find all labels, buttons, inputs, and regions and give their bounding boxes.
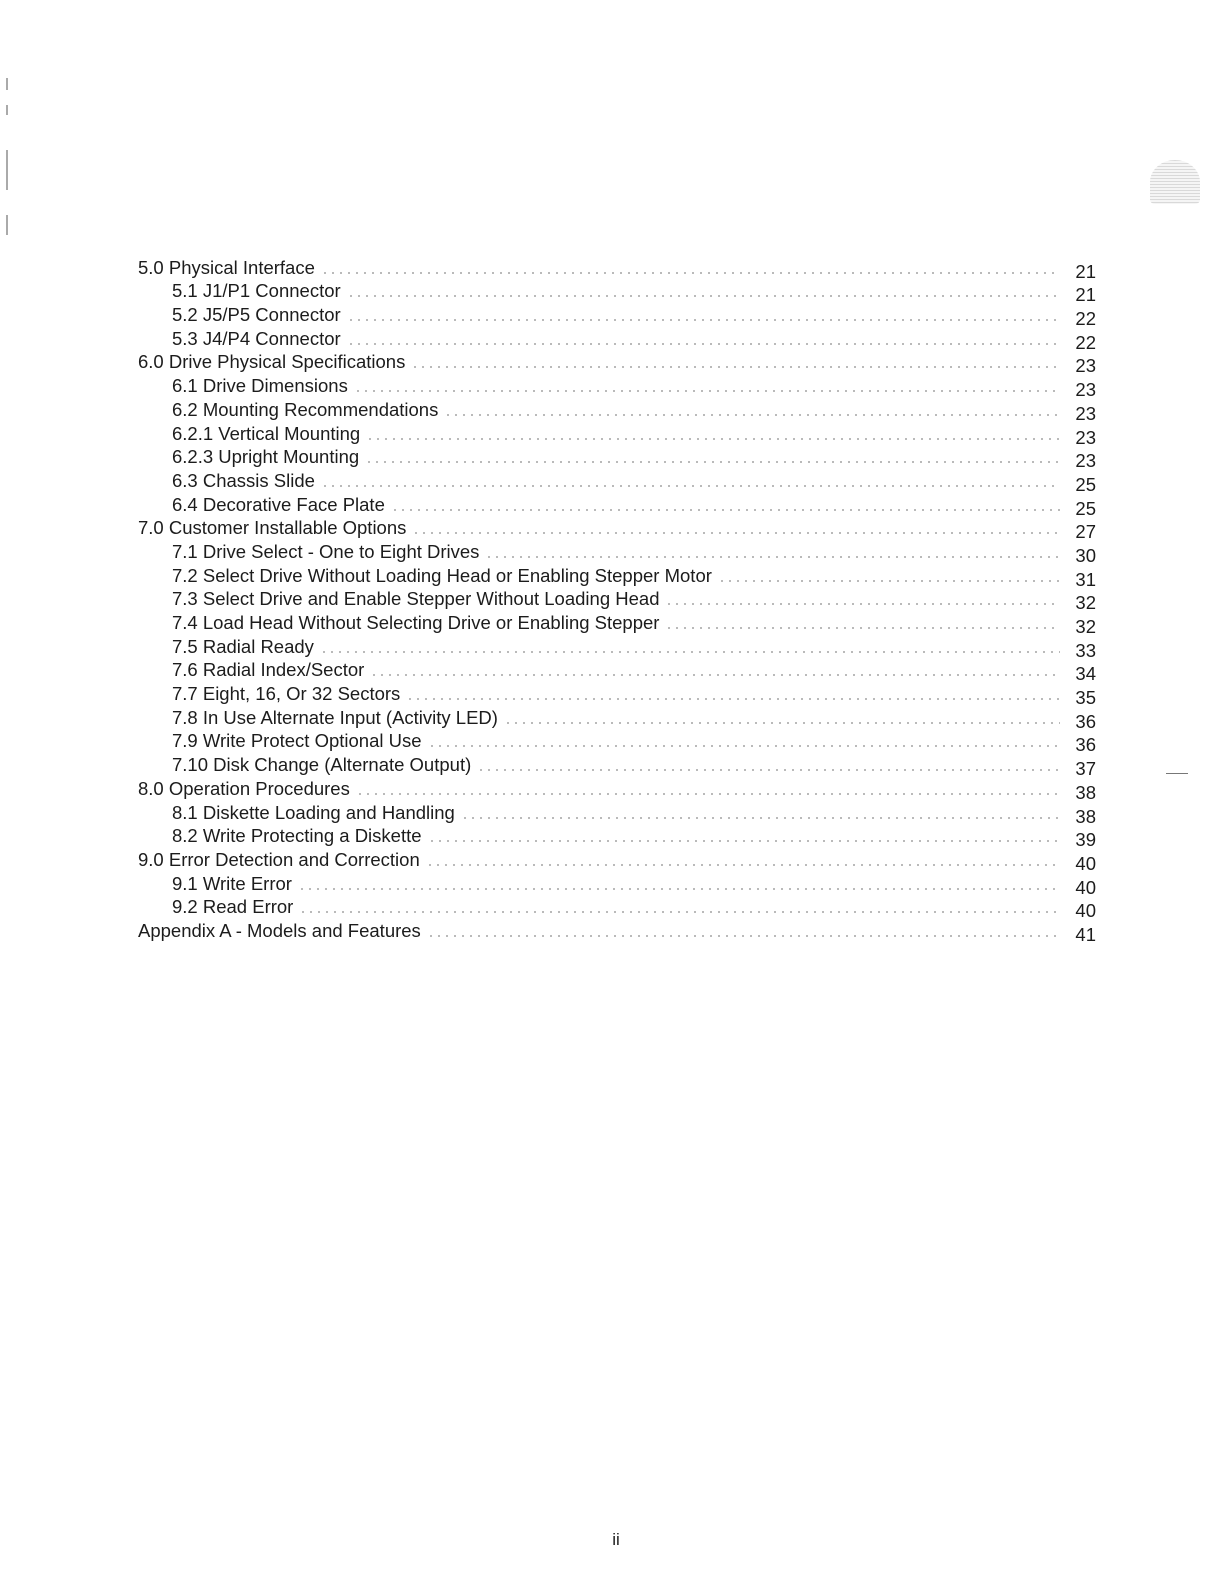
toc-entry (138, 516, 1096, 543)
toc-entry-title: 8.2 Write Protecting a Diskette (172, 825, 422, 847)
toc-entry-title: 9.1 Write Error (172, 872, 292, 894)
dot-leader (428, 745, 1060, 747)
scan-artifact-left-marks (6, 78, 8, 90)
dot-leader (477, 769, 1060, 771)
toc-entry (138, 634, 1096, 661)
toc-entry-page: 39 (1075, 829, 1096, 851)
dot-leader (370, 674, 1060, 676)
dot-leader (321, 485, 1060, 487)
toc-entry (138, 658, 1096, 685)
toc-entry-title: 7.7 Eight, 16, Or 32 Sectors (172, 683, 401, 705)
toc-entry-page: 38 (1075, 805, 1096, 827)
toc-entry (138, 563, 1096, 590)
toc-entry-title: 7.5 Radial Ready (172, 635, 314, 657)
toc-entry-page: 27 (1075, 521, 1096, 543)
dot-leader (665, 627, 1060, 629)
toc-entry-page: 23 (1075, 426, 1096, 448)
toc-entry-title: 7.1 Drive Select - One to Eight Drives (172, 540, 480, 562)
toc-entry-page: 34 (1075, 663, 1096, 685)
dot-leader (391, 509, 1060, 511)
dot-leader (347, 343, 1060, 345)
toc-entry-page: 30 (1075, 544, 1096, 566)
scan-artifact-line (1166, 773, 1188, 774)
table-of-contents (138, 255, 1096, 945)
toc-entry-page: 32 (1075, 616, 1096, 637)
toc-entry (138, 776, 1096, 803)
toc-entry-page: 23 (1075, 402, 1096, 424)
toc-entry (138, 373, 1096, 401)
scan-artifact-left-marks (6, 150, 8, 190)
dot-leader (665, 603, 1060, 605)
toc-entry-page: 36 (1075, 734, 1096, 756)
toc-entry-page: 25 (1075, 497, 1096, 519)
dot-leader (406, 698, 1060, 700)
dot-leader (299, 911, 1060, 913)
toc-entry-page: 40 (1075, 900, 1096, 922)
toc-entry-title: 6.2 Mounting Recommendations (172, 398, 439, 420)
dot-leader (347, 319, 1060, 321)
toc-entry-title: 6.3 Chassis Slide (172, 469, 315, 491)
toc-entry-title: 5.0 Physical Interface (138, 256, 315, 278)
toc-entry-page: 25 (1075, 473, 1096, 495)
toc-entry-page: 33 (1075, 639, 1096, 661)
toc-entry (138, 468, 1096, 495)
toc-entry-page: 23 (1075, 355, 1096, 377)
dot-leader (485, 556, 1060, 558)
toc-entry-page: 38 (1075, 781, 1096, 803)
toc-entry-title: 9.0 Error Detection and Correction (138, 848, 420, 870)
toc-entry-title: 7.3 Select Drive and Enable Stepper Without Loading Head (172, 588, 660, 610)
toc-entry-title: 7.6 Radial Index/Sector (172, 659, 365, 681)
toc-entry-page: 21 (1075, 284, 1096, 306)
toc-entry (138, 302, 1096, 330)
toc-entry (138, 800, 1096, 827)
page-number: ii (612, 1530, 620, 1549)
toc-entry-page: 32 (1075, 592, 1096, 614)
toc-entry-page: 41 (1075, 923, 1096, 945)
dot-leader (354, 390, 1060, 392)
toc-entry (138, 397, 1096, 424)
dot-leader (298, 888, 1060, 890)
toc-entry-title: 6.2.1 Vertical Mounting (172, 422, 361, 444)
toc-entry-page: 35 (1075, 687, 1096, 709)
toc-entry (138, 279, 1096, 306)
dot-leader (718, 580, 1060, 582)
dot-leader (461, 817, 1060, 819)
toc-entry (138, 326, 1096, 353)
toc-entry-title: 6.2.3 Upright Mounting (172, 446, 360, 468)
toc-entry (138, 705, 1096, 732)
toc-entry (138, 492, 1096, 519)
toc-entry-page: 23 (1075, 379, 1096, 401)
dot-leader (426, 864, 1060, 866)
dot-leader (321, 272, 1060, 274)
dot-leader (320, 651, 1060, 653)
toc-entry-title: 8.0 Operation Procedures (138, 777, 350, 799)
toc-entry-title: 6.1 Drive Dimensions (172, 375, 348, 397)
toc-entry-page: 40 (1075, 876, 1096, 898)
toc-entry-title: 7.0 Customer Installable Options (138, 517, 407, 539)
toc-entry-title: 7.8 In Use Alternate Input (Activity LED) (172, 706, 498, 728)
toc-entry (138, 847, 1096, 874)
toc-entry (138, 421, 1096, 448)
toc-entry-page: 37 (1075, 758, 1096, 780)
dot-leader (412, 532, 1060, 534)
toc-entry-title: 5.3 J4/P4 Connector (172, 327, 341, 349)
toc-entry-title: 6.4 Decorative Face Plate (172, 493, 385, 515)
toc-entry (138, 871, 1096, 898)
dot-leader (411, 366, 1060, 368)
toc-entry-page: 40 (1075, 852, 1096, 874)
toc-entry-page: 22 (1075, 331, 1096, 353)
toc-entry-title: 6.0 Drive Physical Specifications (138, 351, 406, 373)
toc-entry-title: 9.2 Read Error (172, 896, 294, 918)
toc-entry-page: 21 (1075, 260, 1096, 282)
scan-artifact-left-marks (6, 215, 8, 235)
toc-entry (138, 918, 1096, 945)
dot-leader (444, 414, 1060, 416)
dot-leader (365, 461, 1060, 463)
toc-entry (138, 729, 1096, 756)
toc-entry-page: 36 (1075, 710, 1096, 732)
toc-entry (138, 610, 1096, 637)
dot-leader (356, 793, 1060, 795)
toc-entry-title: 7.10 Disk Change (Alternate Output) (172, 754, 472, 776)
scan-artifact-left-marks (6, 105, 8, 115)
toc-entry-title: 8.1 Diskette Loading and Handling (172, 801, 455, 823)
toc-entry-page: 23 (1075, 450, 1096, 472)
toc-entry-page: 22 (1075, 308, 1096, 330)
toc-entry-title: 7.2 Select Drive Without Loading Head or Enabling Stepper Motor (172, 564, 712, 586)
toc-entry-page: 31 (1075, 568, 1096, 590)
toc-entry (138, 895, 1096, 922)
dot-leader (427, 935, 1060, 937)
dot-leader (428, 840, 1060, 842)
toc-entry (138, 824, 1096, 851)
dot-leader (504, 722, 1060, 724)
toc-entry-title: 5.1 J1/P1 Connector (172, 280, 341, 302)
dot-leader (347, 295, 1060, 297)
toc-entry-title: 7.9 Write Protect Optional Use (172, 730, 422, 752)
toc-entry (138, 752, 1096, 780)
toc-entry (138, 587, 1096, 614)
toc-entry (138, 681, 1096, 709)
toc-entry-title: 5.2 J5/P5 Connector (172, 304, 341, 326)
toc-entry-title: Appendix A - Models and Features (138, 919, 421, 941)
toc-entry (138, 255, 1096, 282)
toc-entry (138, 445, 1096, 472)
toc-entry (138, 350, 1096, 377)
toc-entry (138, 539, 1096, 566)
dot-leader (366, 438, 1060, 440)
scan-artifact-graphic (1150, 160, 1200, 204)
toc-entry-title: 7.4 Load Head Without Selecting Drive or Enabling Stepper (172, 612, 660, 633)
